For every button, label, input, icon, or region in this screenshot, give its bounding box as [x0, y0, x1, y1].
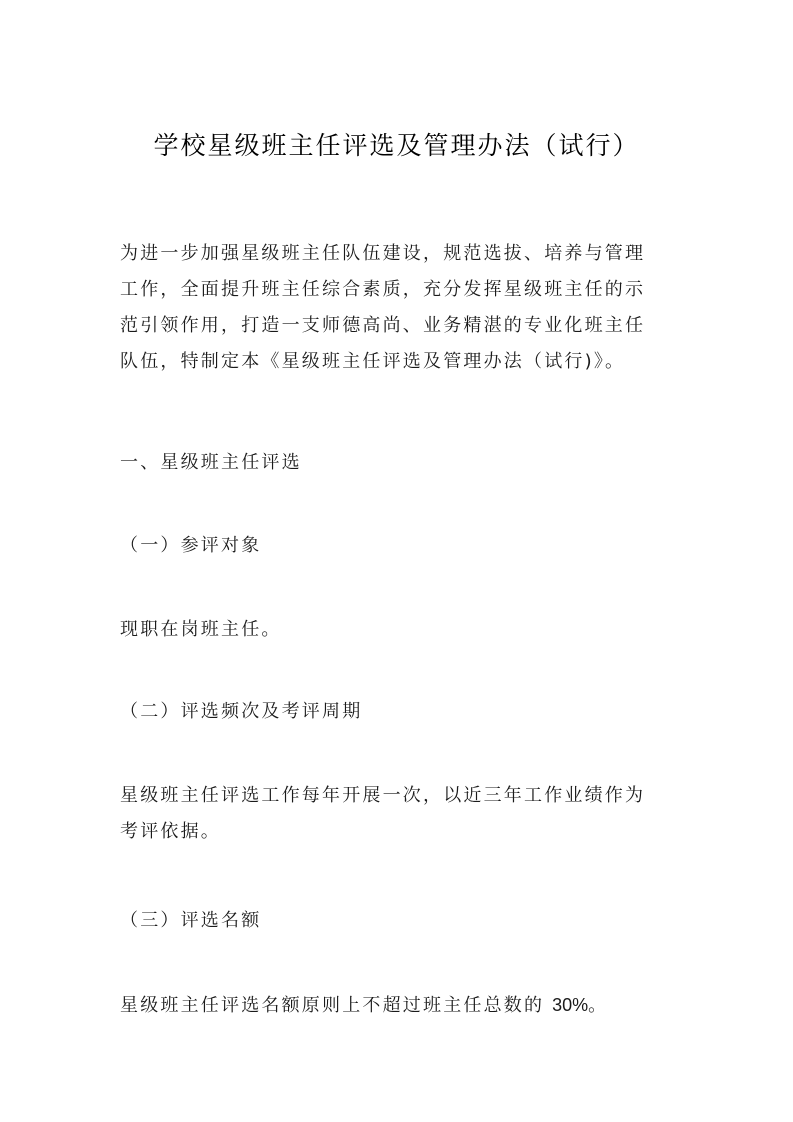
body-line: 星级班主任评选工作每年开展一次，以近三年工作业绩作为: [120, 785, 646, 806]
quota-text: 星级班主任评选名额原则上不超过班主任总数的: [120, 995, 553, 1016]
quota-percentage: 30%: [552, 995, 589, 1015]
intro-line: 队伍，特制定本《星级班主任评选及管理办法（试行)》。: [120, 351, 626, 372]
subsection-heading-frequency: （二）评选频次及考评周期: [120, 701, 363, 722]
subsection-body-frequency: [120, 778, 676, 850]
intro-line: 为进一步加强星级班主任队伍建设，规范选拔、培养与管理: [120, 243, 646, 264]
page-title: 学校星级班主任评选及管理办法（试行）: [153, 131, 640, 160]
subsection-body-participants: 现职在岗班主任。: [120, 619, 282, 640]
section-heading: 一、星级班主任评选: [120, 452, 302, 473]
intro-paragraph: [120, 236, 676, 380]
subsection-heading-participants: （一）参评对象: [120, 535, 262, 556]
subsection-heading-quota: （三）评选名额: [120, 910, 262, 931]
quota-suffix: 。: [588, 995, 609, 1016]
subsection-body-quota: [120, 987, 676, 1024]
body-line: 考评依据。: [120, 821, 221, 842]
intro-line: 范引领作用，打造一支师德高尚、业务精湛的专业化班主任: [120, 315, 646, 336]
intro-line: 工作，全面提升班主任综合素质，充分发挥星级班主任的示: [120, 279, 646, 300]
